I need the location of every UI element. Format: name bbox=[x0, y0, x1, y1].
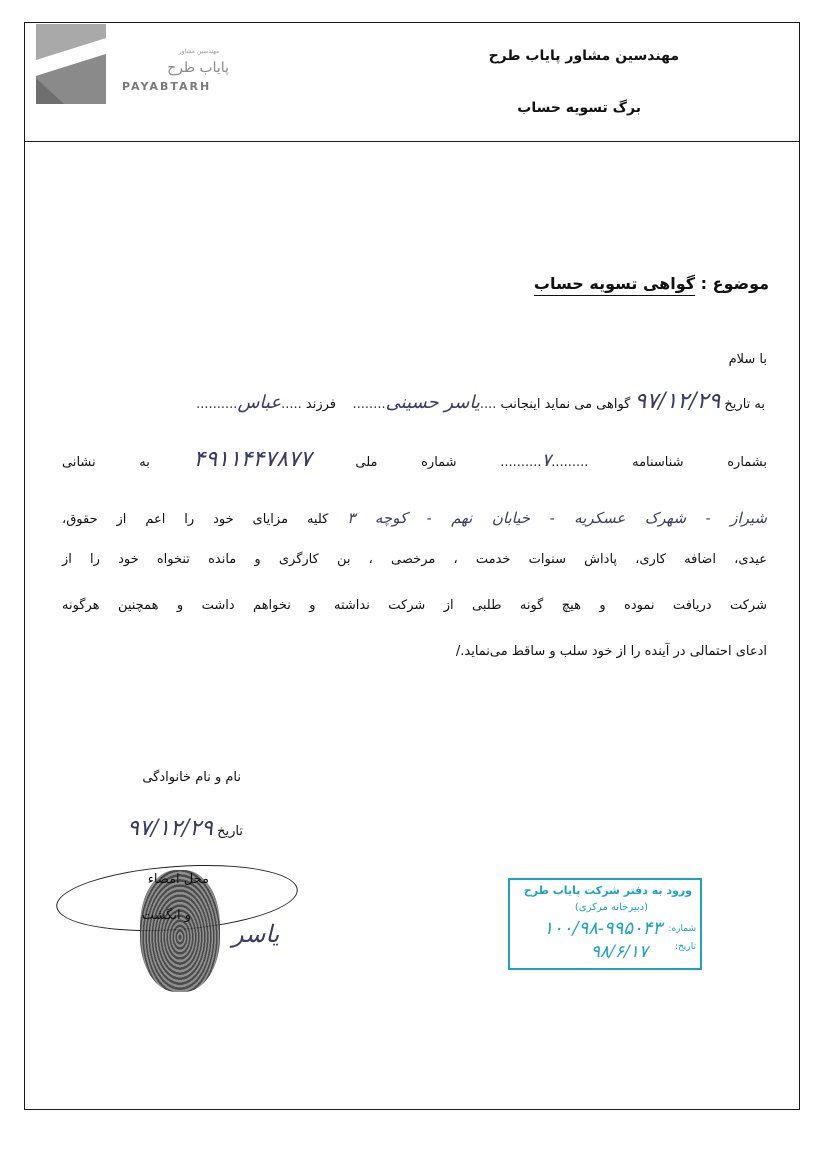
body-line-3 bbox=[62, 510, 767, 528]
greeting: با سلام bbox=[728, 352, 767, 367]
company-name: مهندسین مشاور پایاب طرح bbox=[488, 48, 679, 64]
logo-name-en: PAYABTARH bbox=[122, 80, 212, 93]
company-logo bbox=[36, 24, 272, 132]
signature-date-label: تاریخ bbox=[217, 824, 243, 839]
body-line-1: به تاریخ ۹۷/۱۲/۲۹ گواهی می نماید اینجانب ....یاسر حسینی........ فرزند .....عباس.......... bbox=[196, 389, 765, 414]
payab-tarh-logo-mark bbox=[36, 24, 106, 104]
stamp-number: ۱۰۰/۹۸-۹۹۵۰۴۳ bbox=[543, 918, 662, 939]
stamp-number-label: شماره: bbox=[668, 924, 696, 934]
handwritten-full-name: یاسر حسینی bbox=[385, 392, 480, 413]
national-id-label: شماره ملی bbox=[355, 455, 457, 470]
thumbprint bbox=[140, 870, 220, 992]
signature-place-label: محل امضاء bbox=[147, 872, 209, 887]
signature-date bbox=[127, 816, 243, 841]
incoming-stamp bbox=[508, 878, 702, 970]
benefits-text: کلیه مزایای خود را اعم از حقوق، bbox=[62, 512, 329, 527]
full-name-label: نام و نام خانوادگی bbox=[142, 770, 241, 785]
stamp-subtitle: (دبیرخانه مرکزی) bbox=[574, 902, 648, 913]
certify-text: گواهی می نماید اینجانب bbox=[500, 397, 631, 412]
date-intro: به تاریخ bbox=[724, 397, 765, 412]
stamp-title: ورود به دفتر شرکت پایاب طرح bbox=[523, 884, 692, 897]
handwritten-id-number: ۷ bbox=[541, 450, 552, 471]
body-line-2: بشماره شناسنامه .........۷.......... شماره ملی ۴۹۱۱۴۴۷۸۷۷ به نشانی bbox=[62, 447, 768, 472]
child-of-text: فرزند bbox=[305, 397, 336, 412]
subject-line bbox=[534, 274, 769, 293]
handwritten-date: ۹۷/۱۲/۲۹ bbox=[634, 389, 721, 414]
form-title: برگ تسویه حساب bbox=[517, 100, 641, 116]
handwritten-signature-date: ۹۷/۱۲/۲۹ bbox=[127, 816, 213, 841]
subject-label: موضوع : bbox=[700, 274, 769, 293]
stamp-date: ۹۸/۶/۱۷ bbox=[590, 942, 648, 962]
body-line-4: عیدی، اضافه کاری، پاداش سنوات خدمت ، مرخصی ، بن کارگری و مانده تنخواه خود را از bbox=[62, 552, 767, 567]
fingerprint-label: و انگشت bbox=[141, 908, 191, 923]
logo-name-fa: پایاب طرح bbox=[167, 60, 229, 76]
handwritten-address: شیراز - شهرک عسکریه - خیابان نهم - کوچه ۳ bbox=[347, 509, 767, 527]
handwritten-national-id: ۴۹۱۱۴۴۷۸۷۷ bbox=[193, 447, 312, 472]
handwritten-father-name: عباس bbox=[237, 392, 282, 413]
id-number-label: بشماره شناسنامه bbox=[632, 455, 768, 470]
stamp-date-label: تاریخ: bbox=[675, 942, 696, 952]
subject-title: گواهی تسویه حساب bbox=[533, 274, 696, 293]
logo-subtitle-fa: مهندسین مشاور bbox=[178, 48, 220, 55]
handwritten-signature: یاسر bbox=[232, 920, 280, 948]
body-line-5: شرکت دریافت نموده و هیچ گونه طلبی از شرکت نداشته و نخواهم داشت و همچنین هرگونه bbox=[62, 598, 767, 613]
body-line-6: ادعای احتمالی در آینده را از خود سلب و ساقط می‌نماید./ bbox=[455, 644, 767, 659]
address-label: به نشانی bbox=[62, 455, 150, 470]
